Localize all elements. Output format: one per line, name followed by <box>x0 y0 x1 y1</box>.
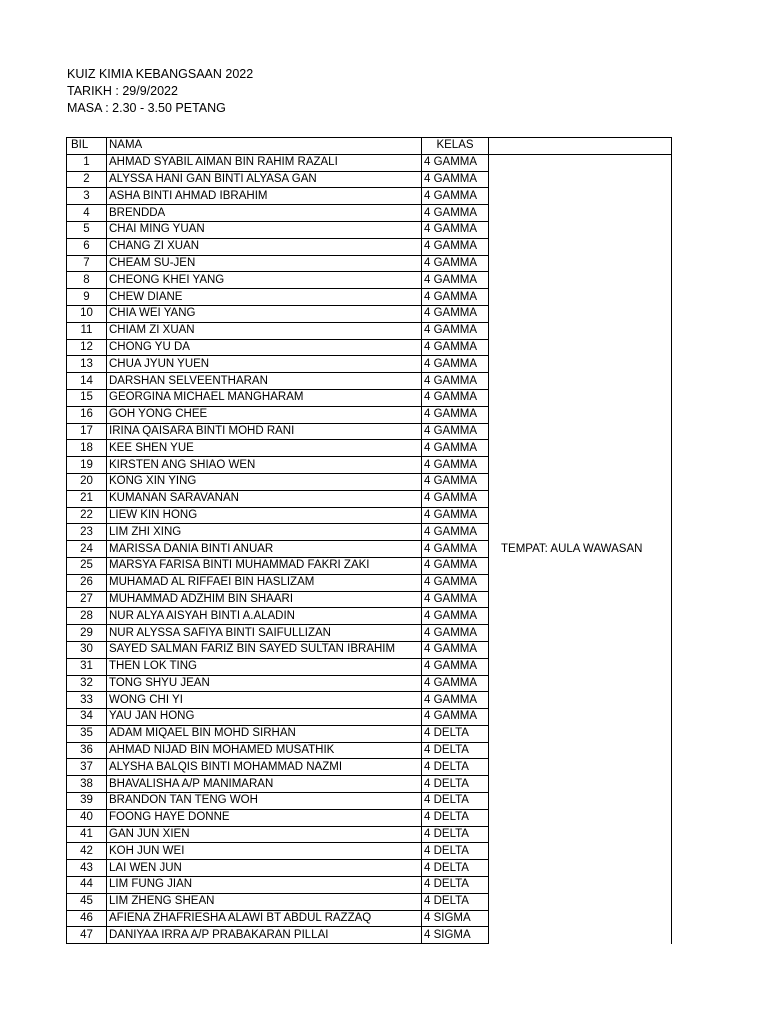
row-number: 23 <box>67 524 107 541</box>
student-class: 4 GAMMA <box>422 574 489 591</box>
student-class: 4 GAMMA <box>422 289 489 306</box>
row-number: 41 <box>67 826 107 843</box>
student-class: 4 GAMMA <box>422 490 489 507</box>
row-number: 32 <box>67 675 107 692</box>
student-name: KIRSTEN ANG SHIAO WEN <box>107 457 422 474</box>
row-number: 19 <box>67 457 107 474</box>
row-number: 34 <box>67 709 107 726</box>
student-class: 4 GAMMA <box>422 154 489 171</box>
student-class: 4 DELTA <box>422 776 489 793</box>
row-number: 18 <box>67 440 107 457</box>
student-name: IRINA QAISARA BINTI MOHD RANI <box>107 423 422 440</box>
student-class: 4 GAMMA <box>422 457 489 474</box>
row-number: 10 <box>67 305 107 322</box>
student-class: 4 GAMMA <box>422 171 489 188</box>
row-number: 47 <box>67 927 107 944</box>
column-header-nama: NAMA <box>107 138 422 155</box>
student-name: CHIAM ZI XUAN <box>107 322 422 339</box>
row-number: 27 <box>67 591 107 608</box>
student-name: FOONG HAYE DONNE <box>107 809 422 826</box>
student-name: CHAI MING YUAN <box>107 221 422 238</box>
student-class: 4 DELTA <box>422 725 489 742</box>
student-name: ADAM MIQAEL BIN MOHD SIRHAN <box>107 725 422 742</box>
student-class: 4 GAMMA <box>422 557 489 574</box>
document-header <box>67 66 253 117</box>
row-number: 12 <box>67 339 107 356</box>
student-class: 4 GAMMA <box>422 709 489 726</box>
student-name: CHEONG KHEI YANG <box>107 272 422 289</box>
row-number: 17 <box>67 423 107 440</box>
student-name: LAI WEN JUN <box>107 860 422 877</box>
row-number: 6 <box>67 238 107 255</box>
row-number: 36 <box>67 742 107 759</box>
student-name: BHAVALISHA A/P MANIMARAN <box>107 776 422 793</box>
student-class: 4 GAMMA <box>422 205 489 222</box>
row-number: 24 <box>67 541 107 558</box>
student-class: 4 GAMMA <box>422 221 489 238</box>
row-number: 35 <box>67 725 107 742</box>
student-name: KEE SHEN YUE <box>107 440 422 457</box>
row-number: 4 <box>67 205 107 222</box>
student-class: 4 GAMMA <box>422 524 489 541</box>
student-name: CHIA WEI YANG <box>107 305 422 322</box>
column-header-bil: BIL <box>67 138 107 155</box>
row-number: 21 <box>67 490 107 507</box>
student-class: 4 GAMMA <box>422 591 489 608</box>
row-number: 39 <box>67 793 107 810</box>
row-number: 2 <box>67 171 107 188</box>
student-name: MUHAMMAD ADZHIM BIN SHAARI <box>107 591 422 608</box>
student-class: 4 DELTA <box>422 759 489 776</box>
student-name: TONG SHYU JEAN <box>107 675 422 692</box>
student-name: ALYSHA BALQIS BINTI MOHAMMAD NAZMI <box>107 759 422 776</box>
row-number: 7 <box>67 255 107 272</box>
student-class: 4 GAMMA <box>422 675 489 692</box>
student-class: 4 GAMMA <box>422 641 489 658</box>
student-name: MARSYA FARISA BINTI MUHAMMAD FAKRI ZAKI <box>107 557 422 574</box>
student-name: KUMANAN SARAVANAN <box>107 490 422 507</box>
row-number: 37 <box>67 759 107 776</box>
student-class: 4 GAMMA <box>422 238 489 255</box>
student-name: SAYED SALMAN FARIZ BIN SAYED SULTAN IBRAHIM <box>107 641 422 658</box>
student-class: 4 DELTA <box>422 860 489 877</box>
student-name: LIM FUNG JIAN <box>107 877 422 894</box>
row-number: 22 <box>67 507 107 524</box>
student-name: CHONG YU DA <box>107 339 422 356</box>
row-number: 42 <box>67 843 107 860</box>
row-number: 3 <box>67 188 107 205</box>
student-class: 4 GAMMA <box>422 339 489 356</box>
student-name: CHEW DIANE <box>107 289 422 306</box>
student-class: 4 GAMMA <box>422 406 489 423</box>
row-number: 29 <box>67 625 107 642</box>
row-number: 15 <box>67 389 107 406</box>
row-number: 40 <box>67 809 107 826</box>
student-class: 4 GAMMA <box>422 423 489 440</box>
student-name: GOH YONG CHEE <box>107 406 422 423</box>
venue-label: TEMPAT: AULA WAWASAN <box>489 154 672 943</box>
student-class: 4 GAMMA <box>422 625 489 642</box>
student-class: 4 GAMMA <box>422 389 489 406</box>
student-class: 4 DELTA <box>422 742 489 759</box>
student-name: BRANDON TAN TENG WOH <box>107 793 422 810</box>
table-row <box>67 154 672 171</box>
student-name: CHANG ZI XUAN <box>107 238 422 255</box>
student-name: ALYSSA HANI GAN BINTI ALYASA GAN <box>107 171 422 188</box>
student-class: 4 GAMMA <box>422 440 489 457</box>
quiz-date: TARIKH : 29/9/2022 <box>67 84 178 98</box>
student-name: GAN JUN XIEN <box>107 826 422 843</box>
student-name: BRENDDA <box>107 205 422 222</box>
student-class: 4 GAMMA <box>422 658 489 675</box>
student-class: 4 GAMMA <box>422 356 489 373</box>
student-name: NUR ALYA AISYAH BINTI A.ALADIN <box>107 608 422 625</box>
student-name: WONG CHI YI <box>107 692 422 709</box>
student-class: 4 GAMMA <box>422 188 489 205</box>
student-class: 4 GAMMA <box>422 507 489 524</box>
student-name: AHMAD SYABIL AIMAN BIN RAHIM RAZALI <box>107 154 422 171</box>
student-name: LIM ZHI XING <box>107 524 422 541</box>
student-class: 4 GAMMA <box>422 473 489 490</box>
row-number: 25 <box>67 557 107 574</box>
student-class: 4 DELTA <box>422 843 489 860</box>
student-name: YAU JAN HONG <box>107 709 422 726</box>
student-name: CHUA JYUN YUEN <box>107 356 422 373</box>
student-class: 4 GAMMA <box>422 305 489 322</box>
row-number: 16 <box>67 406 107 423</box>
student-name: DANIYAA IRRA A/P PRABAKARAN PILLAI <box>107 927 422 944</box>
student-name: LIM ZHENG SHEAN <box>107 893 422 910</box>
column-header-kelas: KELAS <box>422 138 489 155</box>
row-number: 30 <box>67 641 107 658</box>
row-number: 9 <box>67 289 107 306</box>
student-name: THEN LOK TING <box>107 658 422 675</box>
student-class: 4 GAMMA <box>422 608 489 625</box>
student-name: KOH JUN WEI <box>107 843 422 860</box>
participant-table <box>66 137 672 944</box>
row-number: 26 <box>67 574 107 591</box>
student-name: CHEAM SU-JEN <box>107 255 422 272</box>
table-body <box>67 154 672 943</box>
student-name: AFIENA ZHAFRIESHA ALAWI BT ABDUL RAZZAQ <box>107 910 422 927</box>
row-number: 31 <box>67 658 107 675</box>
student-class: 4 SIGMA <box>422 910 489 927</box>
student-class: 4 DELTA <box>422 893 489 910</box>
student-class: 4 GAMMA <box>422 322 489 339</box>
student-name: MARISSA DANIA BINTI ANUAR <box>107 541 422 558</box>
student-class: 4 DELTA <box>422 877 489 894</box>
row-number: 45 <box>67 893 107 910</box>
row-number: 46 <box>67 910 107 927</box>
student-name: MUHAMAD AL RIFFAEI BIN HASLIZAM <box>107 574 422 591</box>
student-class: 4 GAMMA <box>422 541 489 558</box>
row-number: 5 <box>67 221 107 238</box>
row-number: 38 <box>67 776 107 793</box>
student-class: 4 DELTA <box>422 809 489 826</box>
student-name: GEORGINA MICHAEL MANGHARAM <box>107 389 422 406</box>
row-number: 13 <box>67 356 107 373</box>
column-header-tempat <box>489 138 672 155</box>
student-class: 4 GAMMA <box>422 692 489 709</box>
student-class: 4 GAMMA <box>422 373 489 390</box>
row-number: 20 <box>67 473 107 490</box>
row-number: 8 <box>67 272 107 289</box>
student-name: KONG XIN YING <box>107 473 422 490</box>
student-class: 4 GAMMA <box>422 272 489 289</box>
student-class: 4 GAMMA <box>422 255 489 272</box>
student-class: 4 SIGMA <box>422 927 489 944</box>
student-name: NUR ALYSSA SAFIYA BINTI SAIFULLIZAN <box>107 625 422 642</box>
row-number: 1 <box>67 154 107 171</box>
quiz-time: MASA : 2.30 - 3.50 PETANG <box>67 101 226 115</box>
row-number: 33 <box>67 692 107 709</box>
quiz-title: KUIZ KIMIA KEBANGSAAN 2022 <box>67 67 254 81</box>
student-name: DARSHAN SELVEENTHARAN <box>107 373 422 390</box>
student-name: ASHA BINTI AHMAD IBRAHIM <box>107 188 422 205</box>
row-number: 14 <box>67 373 107 390</box>
student-name: AHMAD NIJAD BIN MOHAMED MUSATHIK <box>107 742 422 759</box>
student-name: LIEW KIN HONG <box>107 507 422 524</box>
row-number: 44 <box>67 877 107 894</box>
row-number: 11 <box>67 322 107 339</box>
row-number: 28 <box>67 608 107 625</box>
row-number: 43 <box>67 860 107 877</box>
student-class: 4 DELTA <box>422 793 489 810</box>
student-class: 4 DELTA <box>422 826 489 843</box>
table-header-row <box>67 138 672 155</box>
